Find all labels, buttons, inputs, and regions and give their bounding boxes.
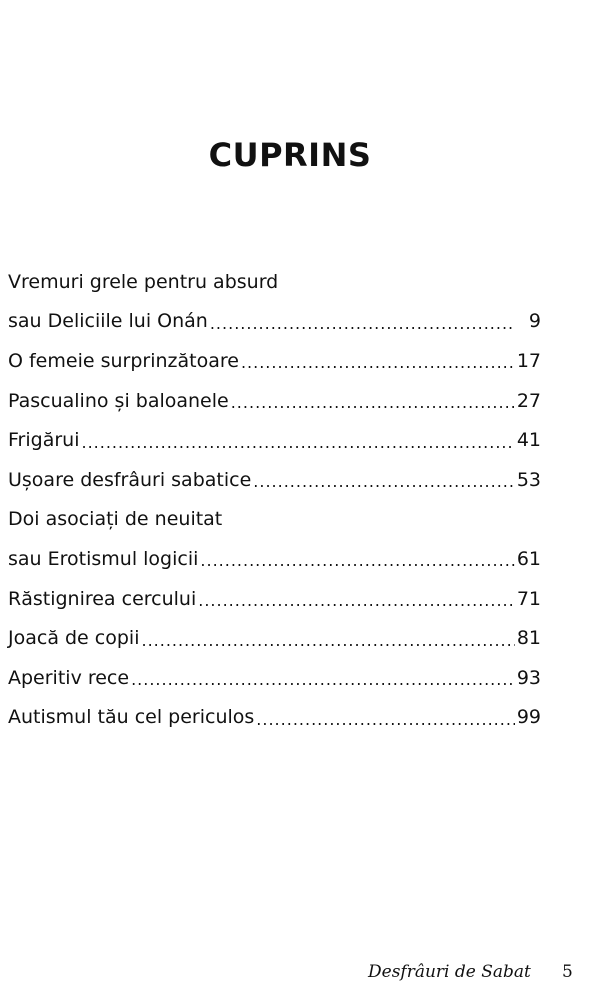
- toc-entry-page: 93: [516, 666, 541, 689]
- dot-leader: [81, 429, 514, 452]
- dot-leader: [241, 350, 515, 373]
- toc-entry-page: 71: [516, 587, 541, 610]
- toc-entry-page: 27: [516, 389, 541, 412]
- toc-entry-page: 41: [516, 429, 541, 452]
- toc-entry: [8, 618, 541, 658]
- toc-entry-title: sau Deliciile lui Onán: [8, 310, 208, 333]
- toc-entry-title: O femeie surprinzătoare: [8, 349, 239, 372]
- toc-entry-title: Vremuri grele pentru absurd: [8, 270, 279, 293]
- dot-leader: [200, 548, 514, 571]
- toc-entry: [8, 302, 541, 342]
- table-of-contents: [8, 262, 541, 737]
- toc-entry-page: 53: [516, 468, 541, 491]
- toc-entry: [8, 341, 541, 381]
- page-title: CUPRINS: [208, 136, 372, 174]
- toc-entry-title: Ușoare desfrâuri sabatice: [8, 468, 252, 491]
- toc-entry-page: 9: [528, 310, 541, 333]
- dot-leader: [210, 310, 513, 333]
- toc-entry: [8, 381, 541, 421]
- toc-entry: [8, 420, 541, 460]
- toc-entry: [8, 579, 541, 619]
- toc-entry: [8, 262, 541, 302]
- toc-entry-page: 81: [516, 627, 541, 650]
- running-title: Desfrâuri de Sabat: [368, 962, 531, 982]
- toc-entry-page: 99: [516, 706, 541, 729]
- toc-entry-title: Pascualino și baloanele: [8, 389, 229, 412]
- toc-entry-title: Aperitiv rece: [8, 666, 130, 689]
- page-footer: [368, 962, 573, 982]
- dot-leader: [141, 627, 514, 650]
- dot-leader: [256, 706, 515, 729]
- toc-entry-page: 61: [516, 547, 541, 570]
- dot-leader: [198, 587, 515, 610]
- toc-entry: [8, 500, 541, 540]
- toc-entry: [8, 460, 541, 500]
- toc-entry: [8, 658, 541, 698]
- toc-entry-title: Joacă de copii: [8, 627, 140, 650]
- page-number: 5: [562, 962, 573, 982]
- toc-entry-title: Autismul tău cel periculos: [8, 706, 255, 729]
- toc-entry: [8, 698, 541, 738]
- toc-entry-page: 17: [516, 349, 541, 372]
- toc-entry: [8, 539, 541, 579]
- toc-entry-title: sau Erotismul logicii: [8, 547, 199, 570]
- dot-leader: [131, 666, 515, 689]
- toc-entry-title: Frigărui: [8, 429, 80, 452]
- toc-entry-title: Răstignirea cercului: [8, 587, 197, 610]
- dot-leader: [253, 468, 515, 491]
- toc-entry-title: Doi asociați de neuitat: [8, 508, 223, 531]
- dot-leader: [231, 389, 515, 412]
